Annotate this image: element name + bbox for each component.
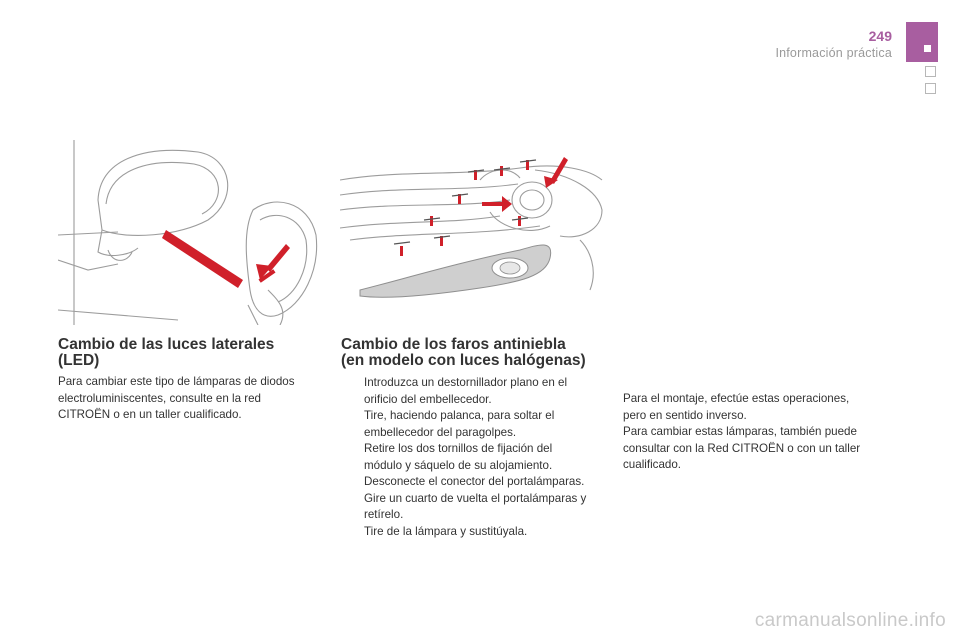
fog-section-title [341,337,586,369]
page-number: 249 [868,28,892,44]
mirror-illustration [58,140,320,325]
title-line: Cambio de las luces laterales [58,336,275,353]
list-item: Tire de la lámpara y sustitúyala. [364,524,528,538]
section-title: Información práctica [775,46,892,60]
list-item: Gire un cuarto de vuelta el portalámparas y retírelo. [364,491,587,521]
title-line: (en modelo con luces halógenas) [341,352,586,369]
section-tab[interactable] [925,66,936,77]
fog-lamp-illustration [340,140,604,300]
section-tab-active[interactable] [906,22,938,62]
led-section-title [58,337,274,369]
tab-marker-icon [924,45,931,52]
list-item: Desconecte el conector del portalámparas. [364,475,585,488]
list-item: Tire, haciendo palanca, para soltar el embellecedor del paragolpes. [364,409,555,439]
title-line: (LED) [58,352,100,369]
text-line: electroluminiscentes, consulte en la red [58,391,261,405]
text-line: Para el montaje, efectúe estas operaciones, [623,392,850,405]
text-line: CITROËN o en un taller cualificado. [58,408,242,421]
text-line: consultar con la Red CITROËN o con un taller [623,441,861,455]
led-section-text [58,374,328,424]
assembly-text [623,391,903,474]
text-line: Para cambiar este tipo de lámparas de diodos [58,375,295,388]
text-line: Para cambiar estas lámparas, también puede [623,425,857,438]
list-item: Introduzca un destornillador plano en el orificio del embellecedor. [364,376,568,406]
text-line: cualificado. [623,458,682,471]
watermark: carmanualsonline.info [754,610,946,631]
fog-steps-list [341,375,611,540]
text-line: pero en sentido inverso. [623,408,747,422]
title-line: Cambio de los faros antiniebla [341,336,566,353]
list-item: Retire los dos tornillos de fijación del módulo y sáquelo de su alojamiento. [364,442,553,472]
section-tab[interactable] [925,83,936,94]
